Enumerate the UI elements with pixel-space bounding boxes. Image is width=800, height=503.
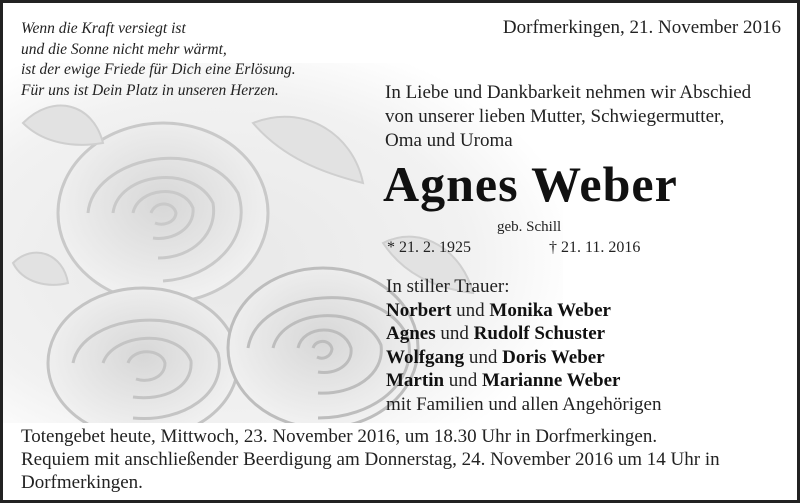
- poem-line: ist der ewige Friede für Dich eine Erlösung.: [21, 61, 296, 78]
- mourners-list: [386, 275, 661, 416]
- mourners-heading: In stiller Trauer:: [386, 276, 510, 297]
- mourner-first-name: Martin: [386, 370, 445, 391]
- service-line: Dorfmerkingen.: [21, 472, 143, 493]
- birth-name: geb. Schill: [497, 219, 562, 235]
- deceased-name: Agnes Weber: [383, 156, 678, 212]
- poem-line: Für uns ist Dein Platz in unseren Herzen.: [21, 81, 279, 99]
- poem: [21, 19, 381, 101]
- mourner-couple: [386, 346, 661, 370]
- place-and-date: Dorfmerkingen, 21. November 2016: [502, 17, 781, 38]
- mourner-second-name: Rudolf Schuster: [473, 323, 606, 344]
- poem-line: und die Sonne nicht mehr wärmt,: [21, 40, 227, 58]
- connector: und: [468, 346, 498, 368]
- mourner-second-name: Marianne Weber: [482, 370, 621, 391]
- intro-line: In Liebe und Dankbarkeit nehmen wir Abschied: [385, 82, 752, 103]
- birth-date: * 21. 2. 1925: [387, 239, 471, 256]
- mourner-second-name: Monika Weber: [489, 299, 611, 321]
- farewell-intro: [385, 81, 785, 153]
- service-line: Requiem mit anschließender Beerdigung am Donnerstag, 24. November 2016 um 14 Uhr in: [21, 449, 720, 470]
- mourner-couple: [386, 299, 661, 323]
- life-dates: [387, 239, 641, 257]
- mourner-second-name: Doris Weber: [502, 346, 605, 368]
- service-line: Totengebet heute, Mittwoch, 23. November 2016, um 18.30 Uhr in Dorfmerkingen.: [21, 426, 658, 447]
- intro-line: Oma und Uroma: [385, 130, 513, 151]
- connector: und: [440, 323, 469, 344]
- mourners-closing: mit Familien und allen Angehörigen: [386, 393, 662, 415]
- mourner-first-name: Norbert: [386, 299, 452, 321]
- mourner-first-name: Agnes: [386, 323, 436, 344]
- connector: und: [456, 299, 485, 321]
- mourner-couple: [386, 322, 661, 346]
- death-date: † 21. 11. 2016: [549, 239, 641, 256]
- connector: und: [448, 370, 478, 391]
- poem-line: Wenn die Kraft versiegt ist: [21, 20, 186, 37]
- mourner-couple: [386, 369, 661, 393]
- intro-line: von unserer lieben Mutter, Schwiegermutter,: [385, 106, 725, 127]
- service-information: [21, 425, 791, 494]
- mourner-first-name: Wolfgang: [386, 346, 465, 368]
